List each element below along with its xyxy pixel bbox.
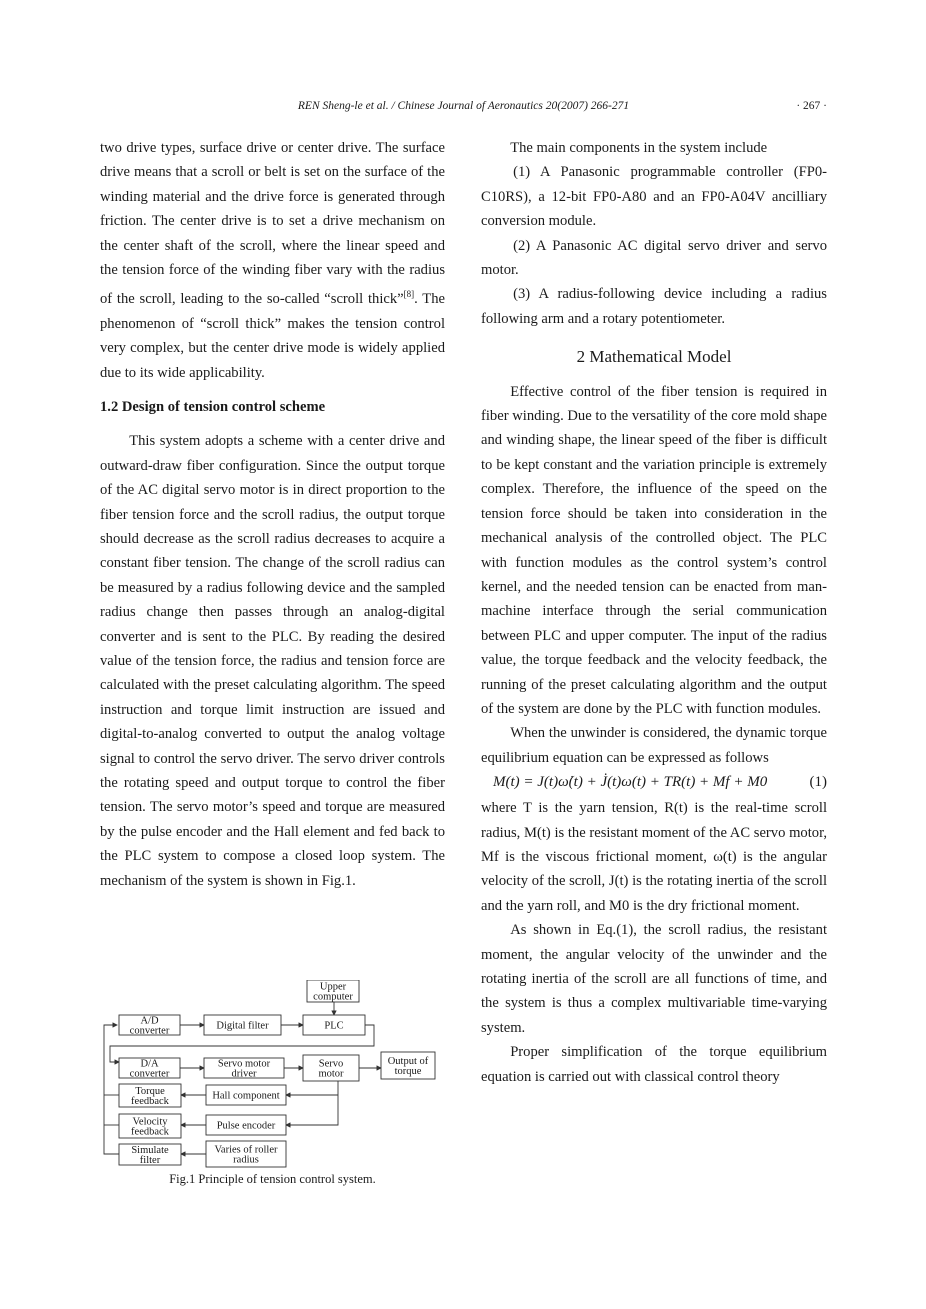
running-header: [100, 100, 827, 120]
page-number: · 267 ·: [796, 100, 827, 112]
subsection-heading: 1.2 Design of tension control scheme: [100, 398, 326, 415]
ad-converter-label: converter: [129, 1025, 170, 1037]
plc-block: [303, 1015, 365, 1035]
roller-radius-block: [206, 1141, 286, 1167]
paragraph-scheme: This system adopts a scheme with a center drive and outward-draw fiber configuration. Since the output torque of the AC digital servo motor is in direct proportion to the fiber tension force and the scroll radius, the output torque should decrease as the scroll radius decreases to acquire a constant fiber tension. The change of the scroll radius can be measured by a radius following device and the sampled radius change then passes through an analog-digital converter and is sent to the PLC. By reading the desired value of the tension force, the radius and tension force are calculated with the preset calculating algorithm. The speed instruction and torque limit instruction are issued and digital-to-analog converted to output the analog voltage signal to control the servo driver. The servo driver controls the rotating speed and output torque to control the fiber tension. The servo motor’s speed and torque are measured by the pulse encoder and the Hall element and fed back to the PLC system to compose a closed loop system. The mechanism of the system is shown in Fig.1.: [100, 433, 445, 889]
paragraph-model: Effective control of the fiber tension is required in fiber winding. Due to the versatility of the core mold shape and winding shape, the linear speed of the fiber is difficult to be kept constant and the variation principle is extremely complex. Therefore, the influence of the speed on the tension force should be taken into consideration in the mechanical analysis of the controlled object. The PLC with function modules as the control system’s control kernel, and the needed tension can be enacted from man-machine interface through the serial communication between PLC and upper computer. The input of the radius value, the torque feedback and the velocity feedback, the running of the preset calculating algorithm and the output of the system are done by the PLC with function modules.: [481, 383, 827, 717]
pulse-encoder-label: Pulse encoder: [216, 1120, 276, 1132]
ad-converter-block: [119, 1015, 180, 1037]
output-torque-label: torque: [394, 1066, 422, 1077]
servo-motor-block: [303, 1055, 359, 1081]
servo-motor-label: motor: [318, 1068, 344, 1080]
block-diagram: [100, 980, 445, 1170]
torque-feedback-label: Torque: [135, 1086, 165, 1097]
component-item-2: (2) A Panasonic AC digital servo driver and servo motor.: [481, 237, 827, 279]
paragraph-unwinder: When the unwinder is considered, the dynamic torque equilibrium equation can be expressed as follows: [481, 725, 827, 766]
output-torque-block: [381, 1052, 435, 1079]
citation-ref[interactable]: [8]: [403, 289, 415, 300]
paragraph-variables: where T is the yarn tension, R(t) is the real-time scroll radius, M(t) is the resistant moment of the AC servo motor, Mf is the viscous frictional moment, ω(t) is the angular velocity of the scroll, J(t) is the rotating inertia of the scroll and the yarn roll, and M0 is the dry frictional moment.: [481, 800, 827, 914]
component-item-3: (3) A radius-following device including a radius following arm and a rotary potentiometer.: [481, 286, 827, 327]
da-converter-label: converter: [129, 1068, 170, 1080]
upper-computer-block: [307, 980, 359, 1003]
servo-driver-label: driver: [231, 1068, 257, 1080]
upper-computer-label: Upper: [319, 981, 347, 993]
journal-citation: REN Sheng-le et al. / Chinese Journal of Aeronautics 20(2007) 266-271: [297, 100, 630, 112]
paragraph-time-varying: As shown in Eq.(1), the scroll radius, the resistant moment, the angular velocity of the unwinder and the rotating inertia of the scroll are all functions of time, and the system is thus a complex multivariable time-varying system.: [481, 922, 827, 1036]
upper-computer-label: computer: [313, 991, 353, 1003]
roller-radius-label: Varies of roller: [214, 1144, 278, 1156]
equation-body: M(t) = J(t)ω̇(t) + J̇(t)ω(t) + TR(t) + Mf + M0: [493, 774, 768, 791]
equation-1: [481, 770, 827, 796]
simulate-filter-block: [119, 1144, 181, 1166]
right-column: [481, 136, 827, 1089]
paragraph-drive-types: two drive types, surface drive or center drive. The surface drive means that a scroll or belt is set on the surface of the winding material and the drive force is generated through friction. The center drive is to set a drive mechanism on the center shaft of the scroll, where the linear speed and the tension force of the winding fiber vary with the radius of the scroll, leading to the so-called “scroll thick”[8]. The phenomenon of “scroll thick” makes the tension control very complex, but the center drive mode is widely applied due to its wide applicability.: [100, 140, 445, 381]
ad-converter-label: A/D: [140, 1015, 159, 1027]
figure-1: [100, 980, 445, 1190]
servo-motor-label: Servo: [318, 1058, 344, 1070]
section-heading: 2 Mathematical Model: [576, 347, 732, 367]
torque-feedback-label: feedback: [131, 1096, 169, 1107]
hall-component-label: Hall component: [212, 1090, 280, 1102]
velocity-feedback-block: [119, 1114, 181, 1138]
velocity-feedback-label: Velocity: [132, 1116, 168, 1128]
equation-number: (1): [809, 774, 827, 791]
da-converter-block: [119, 1058, 180, 1080]
left-column: [100, 136, 445, 893]
velocity-feedback-label: feedback: [131, 1126, 169, 1138]
component-item-1: (1) A Panasonic programmable controller (FP0-C10RS), a 12-bit FP0-A80 and an FP0-A04V ancilliary conversion module.: [481, 164, 827, 230]
torque-feedback-block: [119, 1084, 181, 1107]
simulate-filter-label: filter: [139, 1155, 161, 1166]
paragraph-simplification: Proper simplification of the torque equilibrium equation is carried out with classical control theory: [481, 1044, 827, 1085]
da-converter-label: D/A: [140, 1058, 159, 1070]
figure-caption: Fig.1 Principle of tension control system.: [169, 1172, 376, 1186]
simulate-filter-label: Simulate: [131, 1145, 169, 1156]
hall-component-block: [206, 1085, 286, 1105]
digital-filter-block: [204, 1015, 281, 1035]
digital-filter-label: Digital filter: [216, 1020, 269, 1032]
output-torque-label: Output of: [387, 1056, 429, 1067]
pulse-encoder-block: [206, 1115, 286, 1135]
components-intro: The main components in the system include: [510, 140, 768, 156]
roller-radius-label: radius: [233, 1154, 259, 1166]
plc-label: PLC: [324, 1020, 344, 1032]
servo-driver-block: [204, 1058, 284, 1080]
servo-driver-label: Servo motor: [217, 1058, 271, 1070]
